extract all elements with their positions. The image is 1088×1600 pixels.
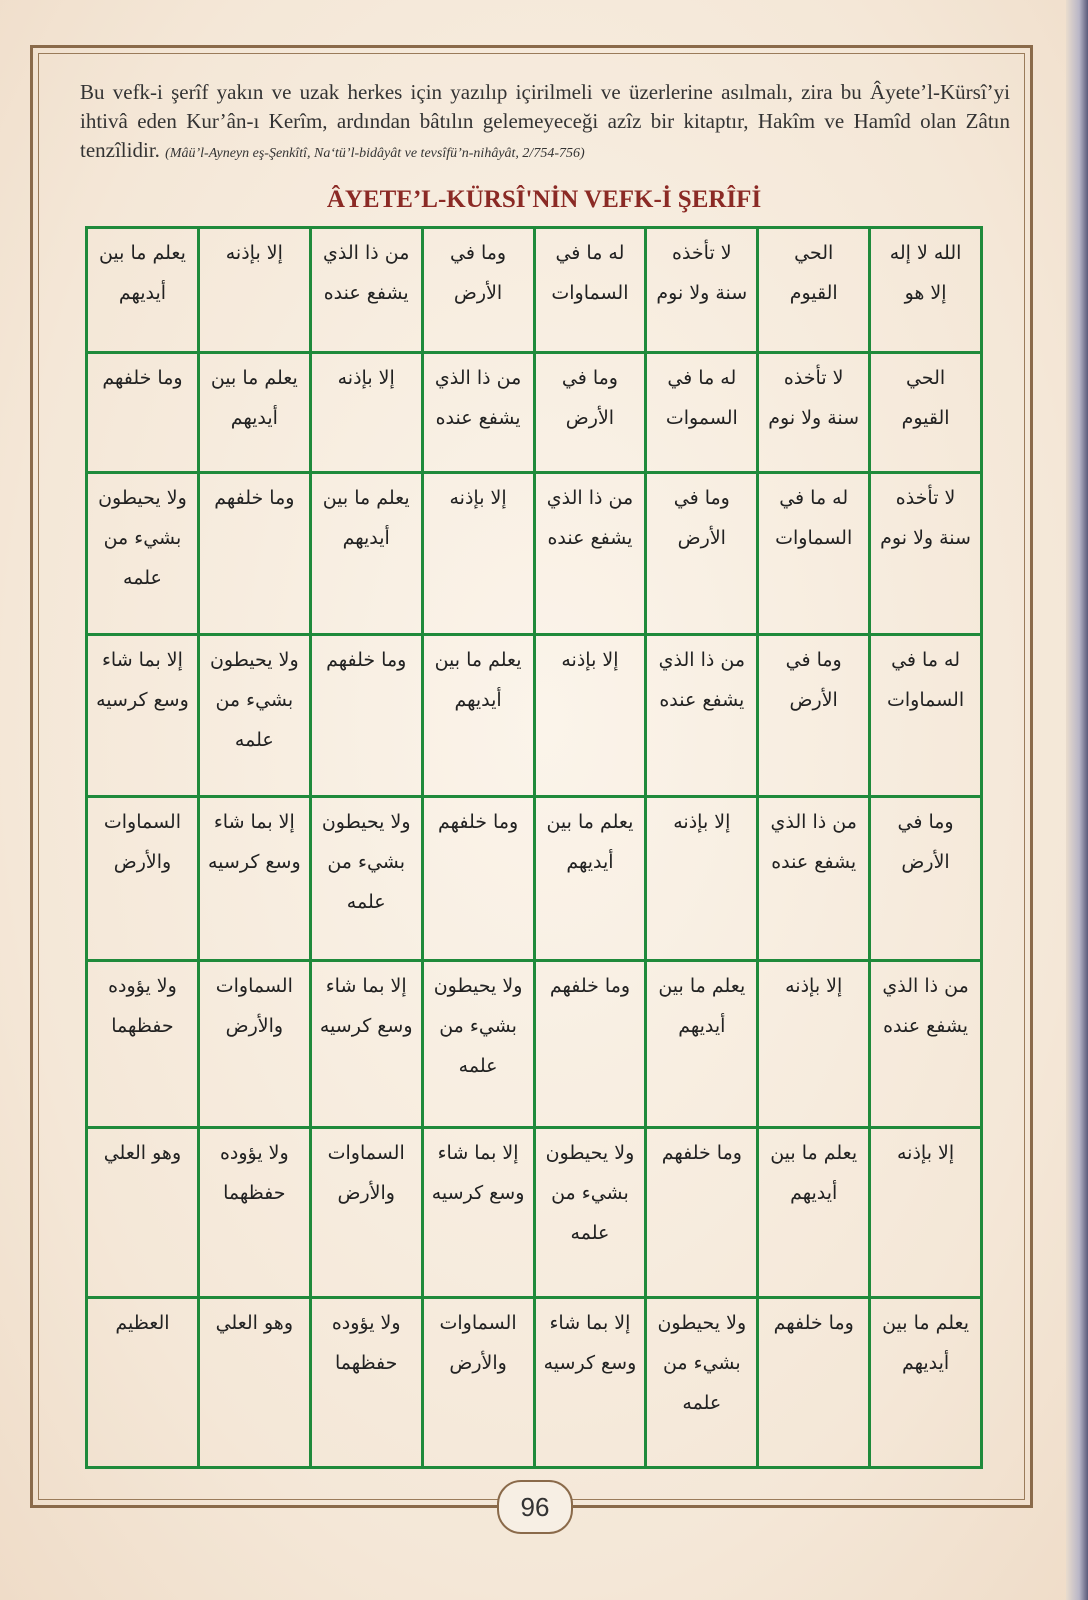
table-row (87, 1128, 982, 1298)
table-cell: ولا يؤوده حفظهما (87, 961, 199, 1128)
table-cell: وما خلفهم (422, 797, 534, 961)
table-cell: ولا يؤوده حفظهما (310, 1298, 422, 1468)
table-cell: وهو العلي (198, 1298, 310, 1468)
table-cell: من ذا الذي يشفع عنده (646, 635, 758, 797)
intro-paragraph (80, 78, 1010, 168)
table-row (87, 353, 982, 473)
table-cell: وما خلفهم (87, 353, 199, 473)
table-cell: السماوات والأرض (310, 1128, 422, 1298)
table-cell: إلا بما شاء وسع كرسيه (198, 797, 310, 961)
table-cell: إلا بما شاء وسع كرسيه (87, 635, 199, 797)
citation: (Mâü’l-Ayneyn eş-Şenkîtî, Na‘tü’l-bidâyât ve tevsîfü’n-nihâyât, 2/754-756) (165, 146, 585, 161)
intro-text: Bu vefk-i şerîf yakın ve uzak herkes için yazılıp içirilmeli ve üzerlerine asılmalı, zira bu Âyete’l-Kürsî’yi ihtivâ eden Kur’ân-ı Kerîm, ardından bâtılın gelemeyeceği azîz bir kitaptır, Hakîm ve Hamîd olan Zâtın tenzîlidir. (80, 80, 1010, 162)
table-cell: إلا بإذنه (422, 473, 534, 635)
table-row (87, 1298, 982, 1468)
table-cell: إلا بما شاء وسع كرسيه (422, 1128, 534, 1298)
table-cell: وما خلفهم (646, 1128, 758, 1298)
table-cell: إلا بإذنه (646, 797, 758, 961)
table-cell: وما في الأرض (646, 473, 758, 635)
table-cell: وما في الأرض (534, 353, 646, 473)
table-cell: ولا يؤوده حفظهما (198, 1128, 310, 1298)
table-cell: إلا بما شاء وسع كرسيه (310, 961, 422, 1128)
table-cell: ولا يحيطون بشيء من علمه (534, 1128, 646, 1298)
table-cell: ولا يحيطون بشيء من علمه (422, 961, 534, 1128)
table-cell: وما خلفهم (198, 473, 310, 635)
table-cell: يعلم ما بين أيديهم (870, 1298, 982, 1468)
table-row (87, 797, 982, 961)
table-cell: إلا بإذنه (758, 961, 870, 1128)
table-cell: ولا يحيطون بشيء من علمه (310, 797, 422, 961)
table-cell: له ما في السماوات (758, 473, 870, 635)
table-cell: وهو العلي (87, 1128, 199, 1298)
table-cell: من ذا الذي يشفع عنده (758, 797, 870, 961)
table-cell: السماوات والأرض (87, 797, 199, 961)
table-cell: إلا بإذنه (198, 228, 310, 353)
table-cell: إلا بإذنه (310, 353, 422, 473)
table-cell: الحي القيوم (870, 353, 982, 473)
table-cell: إلا بإذنه (870, 1128, 982, 1298)
table-row (87, 473, 982, 635)
page-title: ÂYETE’L-KÜRSÎ'NİN VEFK-İ ŞERÎFİ (326, 186, 762, 213)
table-row (87, 961, 982, 1128)
table-cell: ولا يحيطون بشيء من علمه (198, 635, 310, 797)
table-cell: يعلم ما بين أيديهم (422, 635, 534, 797)
table-cell: إلا بإذنه (534, 635, 646, 797)
table-cell: يعلم ما بين أيديهم (310, 473, 422, 635)
table-cell: وما خلفهم (758, 1298, 870, 1468)
page-edge (1066, 0, 1088, 1600)
table-cell: السماوات والأرض (198, 961, 310, 1128)
table-cell: من ذا الذي يشفع عنده (310, 228, 422, 353)
page-number: 96 (497, 1480, 573, 1534)
table-cell: له ما في السموات (646, 353, 758, 473)
table-cell: له ما في السماوات (534, 228, 646, 353)
table-cell: وما في الأرض (422, 228, 534, 353)
table-cell: يعلم ما بين أيديهم (87, 228, 199, 353)
table-row (87, 635, 982, 797)
table-cell: يعلم ما بين أيديهم (534, 797, 646, 961)
table-cell: الحي القيوم (758, 228, 870, 353)
table-cell: وما خلفهم (310, 635, 422, 797)
table-cell: وما في الأرض (758, 635, 870, 797)
table-cell: من ذا الذي يشفع عنده (422, 353, 534, 473)
table-cell: الله لا إله إلا هو (870, 228, 982, 353)
table-cell: إلا بما شاء وسع كرسيه (534, 1298, 646, 1468)
table-cell: السماوات والأرض (422, 1298, 534, 1468)
table-cell: لا تأخذه سنة ولا نوم (758, 353, 870, 473)
table-cell: ولا يحيطون بشيء من علمه (646, 1298, 758, 1468)
table-cell: لا تأخذه سنة ولا نوم (646, 228, 758, 353)
table-cell: العظيم (87, 1298, 199, 1468)
table-cell: من ذا الذي يشفع عنده (870, 961, 982, 1128)
table-cell: لا تأخذه سنة ولا نوم (870, 473, 982, 635)
table-cell: ولا يحيطون بشيء من علمه (87, 473, 199, 635)
table-cell: من ذا الذي يشفع عنده (534, 473, 646, 635)
table-row (87, 228, 982, 353)
table-cell: يعلم ما بين أيديهم (758, 1128, 870, 1298)
vefk-table (85, 226, 983, 1469)
table-cell: له ما في السماوات (870, 635, 982, 797)
table-cell: يعلم ما بين أيديهم (198, 353, 310, 473)
table-cell: وما في الأرض (870, 797, 982, 961)
table-cell: وما خلفهم (534, 961, 646, 1128)
table-cell: يعلم ما بين أيديهم (646, 961, 758, 1128)
